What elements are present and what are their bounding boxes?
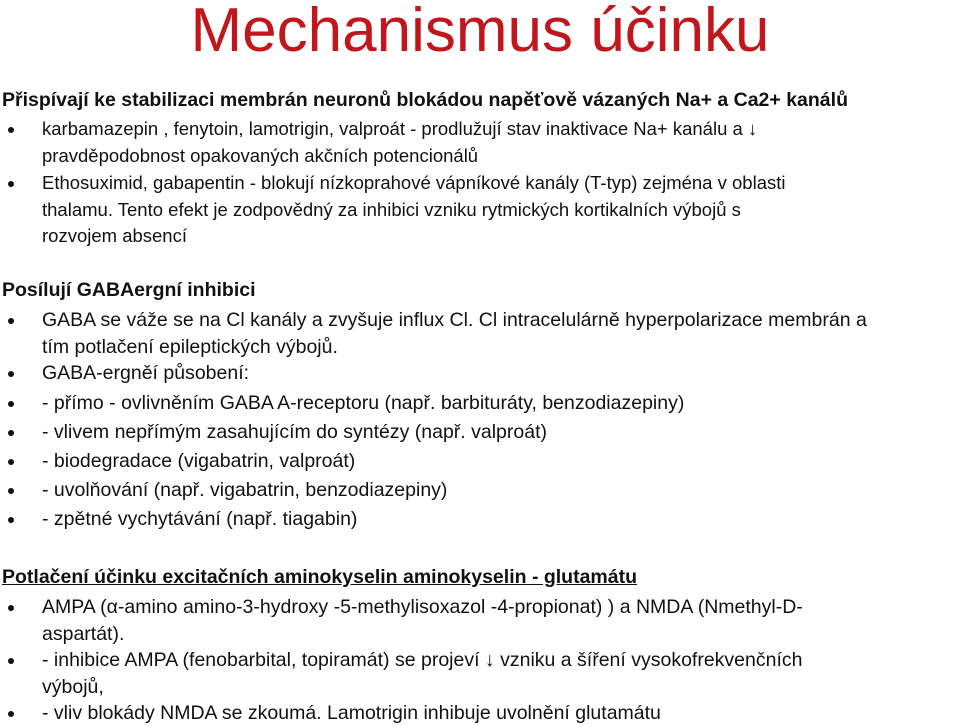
bullet-icon [8, 711, 14, 717]
bullet-icon [8, 459, 14, 465]
bullet-icon [8, 488, 14, 494]
section-heading-stabilization: Přispívají ke stabilizaci membrán neuronů blokádou napěťově vázaných Na+ a Ca2+ kanálů [2, 89, 848, 111]
bullet-icon [8, 371, 14, 377]
slide-title: Mechanismus účinku [190, 0, 770, 65]
list-item-text: - uvolňování (např. vigabatrin, benzodiazepiny) [42, 479, 448, 501]
list-item-text: - přímo - ovlivněním GABA A-receptoru (např. barbituráty, benzodiazepiny) [42, 392, 685, 414]
bullet-icon [8, 658, 14, 664]
list-item-text: - vliv blokády NMDA se zkoumá. Lamotrigin inhibuje uvolnění glutamátu [42, 702, 661, 724]
list-item-text: GABA-ergněí působení: [42, 362, 250, 384]
list-item-text: Ethosuximid, gabapentin - blokují nízkoprahové vápníkové kanály (T-typ) zejména v oblasti thalamu. Tento efekt je zodpovědný za inhibici vzniku rytmických kortikalních výbojů s rozvojem absencí [42, 172, 786, 246]
bullet-icon [8, 605, 14, 611]
bullet-icon [8, 181, 14, 187]
bullet-icon [8, 318, 14, 324]
bullet-icon [8, 127, 14, 133]
list-item-text: - biodegradace (vigabatrin, valproát) [42, 450, 356, 472]
section-heading-glutamate: Potlačení účinku excitačních aminokyselin aminokyselin - glutamátu [2, 566, 638, 588]
list-item-text: - vlivem nepřímým zasahujícím do syntézy (např. valproát) [42, 421, 548, 443]
bullet-icon [8, 517, 14, 523]
section-heading-gaba: Posílují GABAergní inhibici [2, 279, 256, 301]
list-item-text: AMPA (α-amino amino-3-hydroxy -5-methylisoxazol -4-propionat) ) a NMDA (Nmethyl-D- aspartát). [42, 596, 803, 645]
list-item-text: - inhibice AMPA (fenobarbital, topiramát) se projeví ↓ vzniku a šíření vysokofrekvenčních výbojů, [42, 649, 803, 698]
bullet-icon [8, 401, 14, 407]
list-item-text: karbamazepin , fenytoin, lamotrigin, valproát - prodlužují stav inaktivace Na+ kanálu a ↓ pravděpodobnost opakovaných akčních potencionálů [42, 118, 758, 166]
bullet-icon [8, 430, 14, 436]
list-item-text: - zpětné vychytávání (např. tiagabin) [42, 508, 358, 530]
list-item-text: GABA se váže se na Cl kanály a zvyšuje influx Cl. Cl intracelulárně hyperpolarizace membrán a tím potlačení epileptických výbojů. [42, 309, 867, 358]
